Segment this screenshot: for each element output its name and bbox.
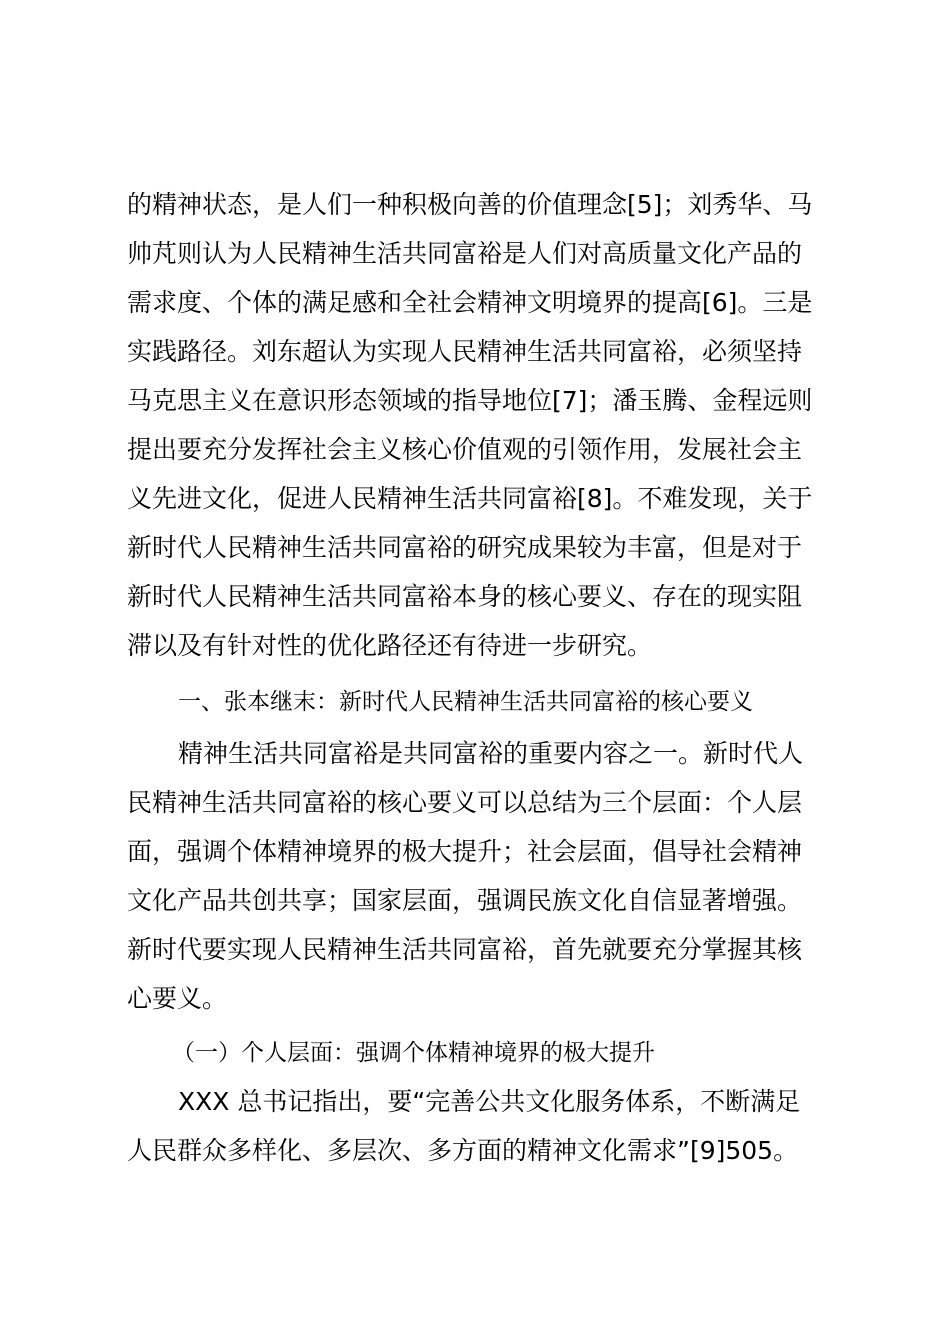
section-heading: 一、张本继末：新时代人民精神生活共同富裕的核心要义 [178,689,753,715]
text-line: 文化产品共创共享；国家层面，强调民族文化自信显著增强。 [127,886,803,915]
text-line: 马克思主义在意识形态领域的指导地位[7]；潘玉腾、金程远则 [127,386,813,415]
text-line: 义先进文化，促进人民精神生活共同富裕[8]。不难发现，关于 [127,484,813,513]
text-line: 心要义。 [127,984,228,1013]
text-line: 民精神生活共同富裕的核心要义可以总结为三个层面：个人层 [127,788,803,817]
text-line: 新时代要实现人民精神生活共同富裕，首先就要充分掌握其核 [127,935,803,964]
text-line: 人民群众多样化、多层次、多方面的精神文化需求”[9]505。 [127,1136,799,1165]
text-line: 需求度、个体的满足感和全社会精神文明境界的提高[6]。三是 [127,288,813,317]
text-line: 滞以及有针对性的优化路径还有待进一步研究。 [127,631,653,660]
text-line: 帅芃则认为人民精神生活共同富裕是人们对高质量文化产品的 [127,239,803,268]
text-line: 实践路径。刘东超认为实现人民精神生活共同富裕，必须坚持 [127,337,803,366]
text-line: 的精神状态，是人们一种积极向善的价值理念[5]；刘秀华、马 [127,190,813,219]
text-line: 新时代人民精神生活共同富裕本身的核心要义、存在的现实阻 [127,582,803,611]
text-line: 面，强调个体精神境界的极大提升；社会层面，倡导社会精神 [127,837,803,866]
text-line: 精神生活共同富裕是共同富裕的重要内容之一。新时代人 [178,739,804,768]
text-line: 提出要充分发挥社会主义核心价值观的引领作用，发展社会主 [127,435,803,464]
text-line: XXX 总书记指出，要“完善公共文化服务体系，不断满足 [178,1087,801,1116]
text-line: 新时代人民精神生活共同富裕的研究成果较为丰富，但是对于 [127,533,803,562]
subsection-heading: （一）个人层面：强调个体精神境界的极大提升 [172,1040,655,1066]
